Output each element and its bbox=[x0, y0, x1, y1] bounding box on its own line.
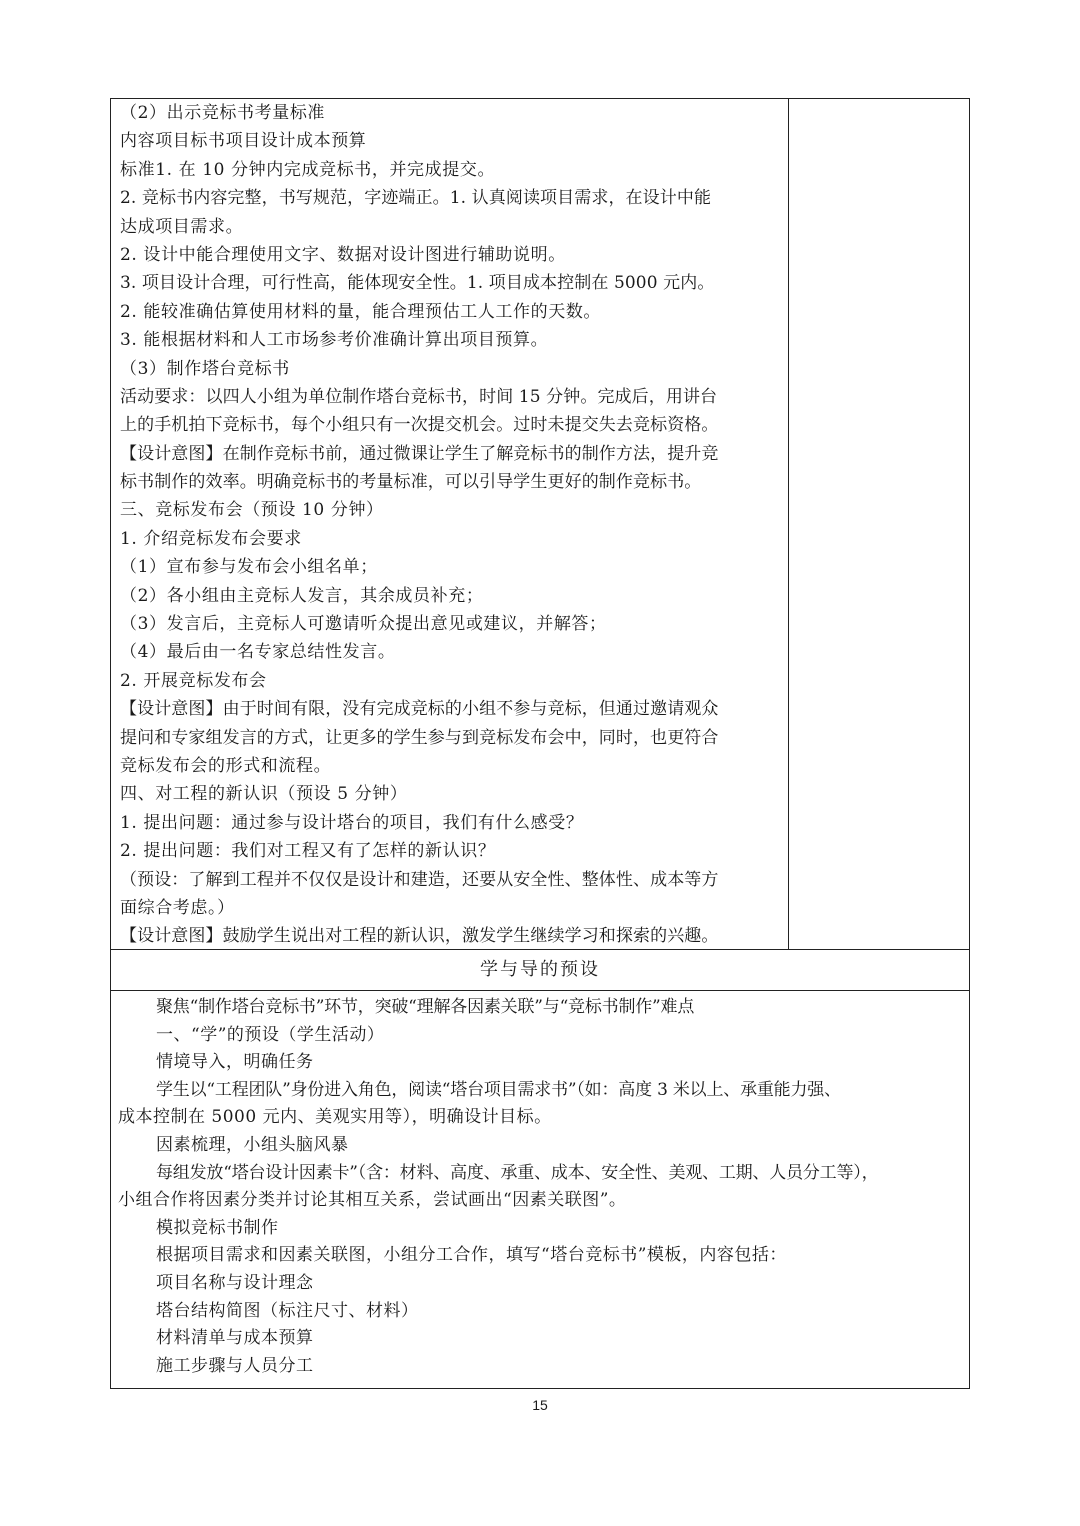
text-line: （预设：了解到工程并不仅仅是设计和建造，还要从安全性、整体性、成本等方 bbox=[120, 869, 719, 890]
text-line: 因素梳理，小组头脑风暴 bbox=[156, 1134, 349, 1155]
text-line: 成本控制在 5000 元内、美观实用等），明确设计目标。 bbox=[118, 1107, 552, 1128]
text-line: 标书制作的效率。明确竞标书的考量标准，可以引导学生更好的制作竞标书。 bbox=[120, 472, 702, 493]
text-line: 三、竞标发布会（预设 10 分钟） bbox=[120, 500, 384, 521]
text-line: 2. 提出问题：我们对工程又有了怎样的新认识？ bbox=[120, 841, 496, 862]
text-line: 2. 能较准确估算使用材料的量，能合理预估工人工作的天数。 bbox=[120, 301, 602, 322]
page-number: 15 bbox=[532, 1397, 548, 1413]
text-line: 学生以“工程团队”身份进入角色，阅读“塔台项目需求书”（如：高度 3 米以上、承重能力强、 bbox=[156, 1079, 841, 1100]
text-line: 模拟竞标书制作 bbox=[156, 1217, 279, 1238]
text-line: （1）宣布参与发布会小组名单； bbox=[120, 557, 378, 578]
text-line: 达成项目需求。 bbox=[120, 216, 244, 237]
text-line: 四、对工程的新认识（预设 5 分钟） bbox=[120, 784, 408, 805]
text-line: 2. 竞标书内容完整，书写规范，字迹端正。1. 认真阅读项目需求，在设计中能 bbox=[120, 188, 712, 209]
text-line: 提问和专家组发言的方式，让更多的学生参与到竞标发布会中，同时，也更符合 bbox=[120, 727, 719, 748]
text-line: （2）各小组由主竞标人发言，其余成员补充； bbox=[120, 585, 484, 606]
text-line: 2. 设计中能合理使用文字、数据对设计图进行辅助说明。 bbox=[120, 244, 566, 265]
text-line: 材料清单与成本预算 bbox=[156, 1328, 314, 1349]
text-line: 塔台结构简图（标注尺寸、材料） bbox=[156, 1300, 419, 1321]
text-line: 【设计意图】鼓励学生说出对工程的新认识，激发学生继续学习和探索的兴趣。 bbox=[120, 926, 719, 947]
text-line: 3. 能根据材料和人工市场参考价准确计算出项目预算。 bbox=[120, 330, 549, 351]
text-line: 2. 开展竞标发布会 bbox=[120, 670, 267, 691]
text-line: （2）出示竞标书考量标准 bbox=[120, 103, 326, 123]
text-line: 一、“学”的预设（学生活动） bbox=[156, 1024, 385, 1045]
text-line: 活动要求：以四人小组为单位制作塔台竞标书，时间 15 分钟。完成后，用讲台 bbox=[120, 386, 718, 407]
text-line: 施工步骤与人员分工 bbox=[156, 1355, 314, 1376]
text-line: 1. 介绍竞标发布会要求 bbox=[120, 528, 302, 549]
text-line: 3. 项目设计合理，可行性高，能体现安全性。1. 项目成本控制在 5000 元内。 bbox=[120, 273, 715, 294]
text-line: 1. 提出问题：通过参与设计塔台的项目，我们有什么感受？ bbox=[120, 812, 584, 833]
text-line: 情境导入，明确任务 bbox=[156, 1052, 314, 1073]
text-line: 小组合作将因素分类并讨论其相互关系，尝试画出“因素关联图”。 bbox=[118, 1190, 627, 1211]
row-divider-bottom bbox=[110, 990, 970, 991]
process-cell bbox=[120, 99, 782, 951]
section-title: 学与导的预设 bbox=[480, 959, 600, 980]
text-line: 根据项目需求和因素关联图，小组分工合作，填写“塔台竞标书”模板，内容包括： bbox=[156, 1245, 787, 1266]
text-line: （4）最后由一名专家总结性发言。 bbox=[120, 642, 396, 663]
text-line: （3）制作塔台竞标书 bbox=[120, 358, 290, 379]
text-line: 每组发放“塔台设计因素卡”（含：材料、高度、承重、成本、安全性、美观、工期、人员分工等）， bbox=[156, 1162, 879, 1183]
text-line: 聚焦“制作塔台竞标书”环节，突破“理解各因素关联”与“竞标书制作”难点 bbox=[156, 997, 695, 1017]
text-line: 内容项目标书项目设计成本预算 bbox=[120, 131, 367, 152]
text-line: 标准1. 在 10 分钟内完成竞标书，并完成提交。 bbox=[120, 159, 496, 180]
text-line: （3）发言后，主竞标人可邀请听众提出意见或建议，并解答； bbox=[120, 614, 607, 635]
text-line: 【设计意图】由于时间有限，没有完成竞标的小组不参与竞标，但通过邀请观众 bbox=[120, 699, 719, 720]
text-line: 项目名称与设计理念 bbox=[156, 1272, 314, 1293]
text-line: 上的手机拍下竞标书，每个小组只有一次提交机会。过时未提交失去竞标资格。 bbox=[120, 415, 719, 436]
text-line: 面综合考虑。） bbox=[120, 897, 235, 918]
text-line: 竞标发布会的形式和流程。 bbox=[120, 755, 332, 776]
preset-cell bbox=[118, 994, 963, 1380]
column-divider bbox=[788, 98, 789, 949]
text-line: 【设计意图】在制作竞标书前，通过微课让学生了解竞标书的制作方法，提升竞 bbox=[120, 443, 719, 464]
